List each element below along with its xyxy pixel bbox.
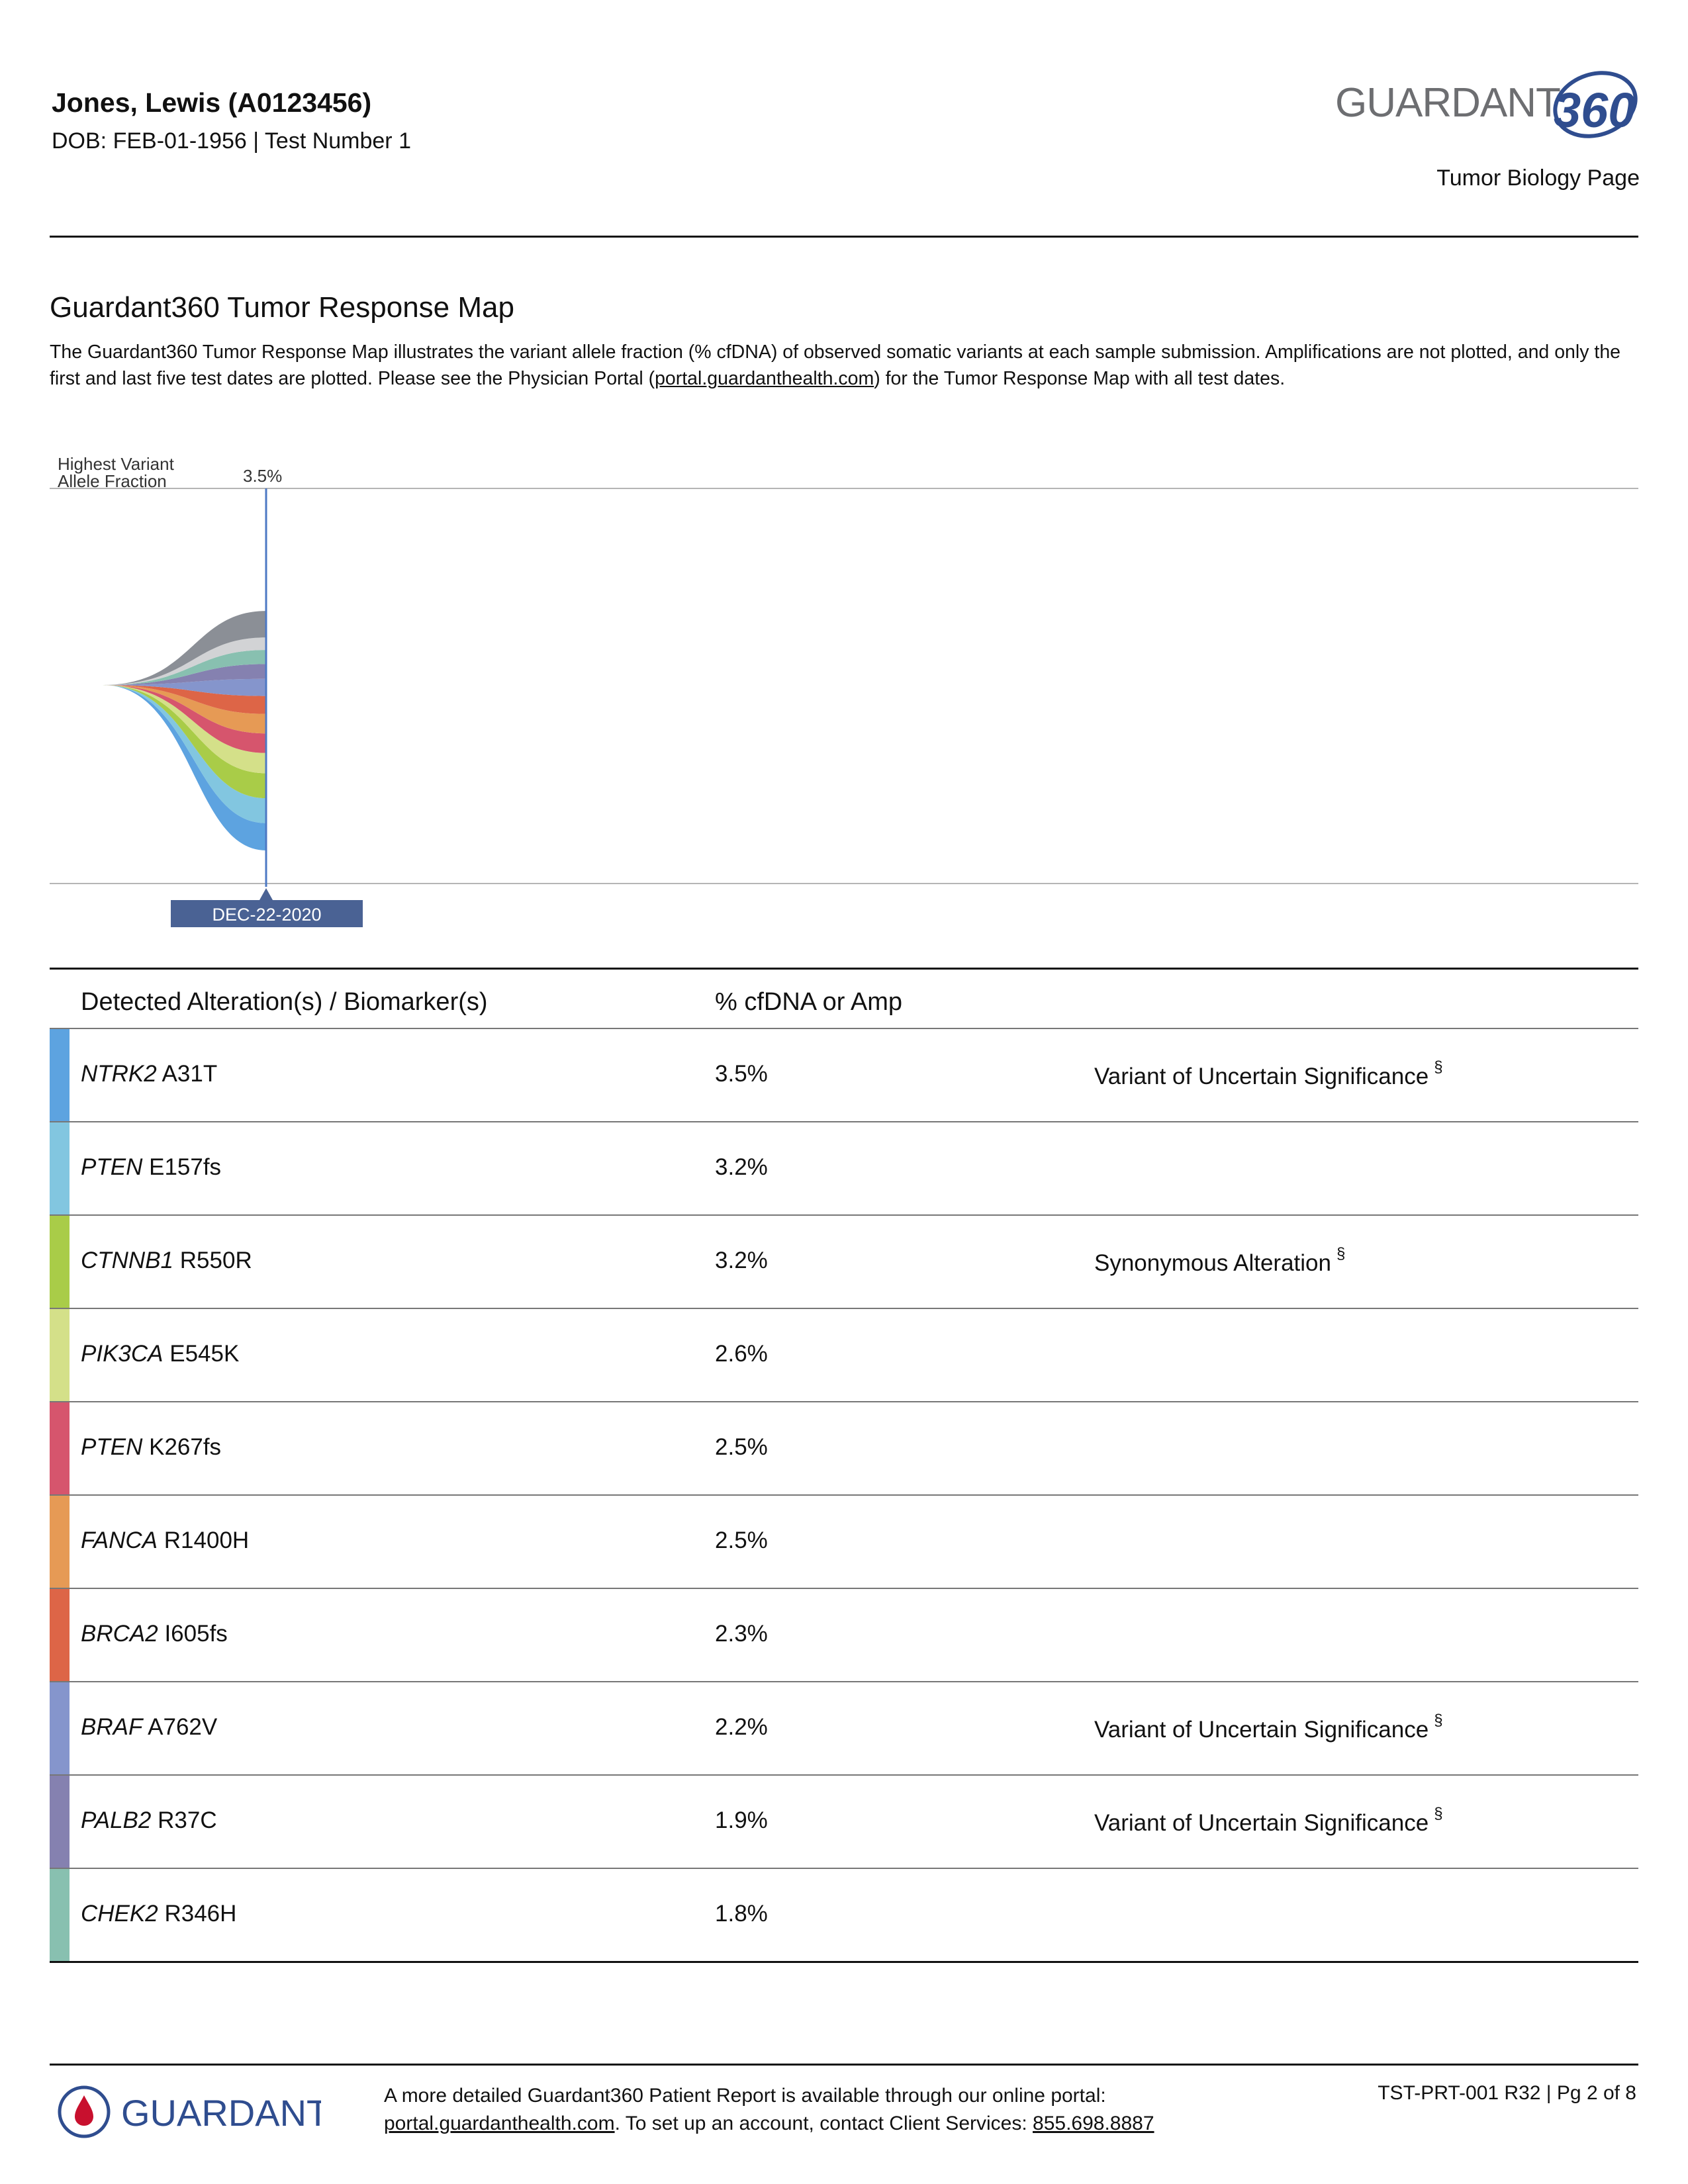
page-label: Tumor Biology Page [1436,165,1640,191]
variant-name: R550R [179,1248,252,1273]
row-color-swatch [50,1682,70,1774]
gene-name: BRAF [81,1714,143,1740]
cfdna-value: 2.3% [715,1621,768,1647]
document-id: TST-PRT-001 R32 | Pg 2 of 8 [1378,2082,1636,2104]
footer-line2: . To set up an account, contact Client Services: [614,2113,1033,2134]
row-color-swatch [50,1869,70,1961]
alteration-cell [81,1714,217,1741]
row-color-swatch [50,1309,70,1401]
alterations-table [50,968,1638,1963]
section-mark: § [1434,1058,1443,1076]
section-mark: § [1336,1245,1346,1263]
alteration-cell [81,1901,236,1927]
variant-name: I605fs [164,1621,228,1647]
footer-divider [50,2064,1638,2066]
alteration-cell [81,1434,221,1461]
table-row [50,1309,1638,1402]
variant-name: R1400H [164,1527,250,1553]
guardant360-logo [1334,66,1645,146]
alteration-cell [81,1621,228,1647]
logo-text: GUARDANT [1335,80,1560,126]
alteration-cell [81,1061,217,1087]
cfdna-value: 3.2% [715,1248,768,1273]
alteration-cell [81,1807,217,1834]
guardant-footer-logo [56,2083,321,2143]
cfdna-value: 2.2% [715,1714,768,1740]
logo-number: 360 [1554,83,1636,138]
patient-name: Jones, Lewis (A0123456) [52,87,372,118]
row-color-swatch [50,1029,70,1121]
description-text-start: The Guardant360 Tumor Response Map illustrates the variant allele fraction (% cfDNA) of observed somatic variants at each sample submission. Amplifications are not plotted, and only the first and last five test dates are plotted. Please see the Physician Portal ( [50,341,1621,389]
description-text-end: ) for the Tumor Response Map with all test dates. [874,368,1286,389]
cfdna-value: 2.5% [715,1527,768,1553]
table-row [50,1496,1638,1589]
row-color-swatch [50,1496,70,1588]
header-divider [50,236,1638,238]
row-color-swatch [50,1216,70,1308]
significance-note [1094,1711,1443,1743]
gene-name: PALB2 [81,1807,152,1833]
table-row [50,1682,1638,1776]
alteration-cell [81,1154,221,1181]
row-color-swatch [50,1402,70,1494]
cfdna-value: 1.9% [715,1807,768,1833]
gene-name: NTRK2 [81,1061,157,1087]
table-header [50,968,1638,1029]
blood-drop-icon [75,2095,93,2126]
significance-note [1094,1805,1443,1837]
section-mark: § [1434,1711,1443,1729]
y-axis-label-line2: Allele Fraction [58,471,167,491]
alteration-cell [81,1341,239,1367]
gene-name: BRCA2 [81,1621,158,1647]
header-alteration: Detected Alteration(s) / Biomarker(s) [81,988,488,1016]
y-max-label: 3.5% [243,466,283,486]
variant-name: R346H [164,1901,237,1927]
table-row [50,1216,1638,1309]
footer-line1: A more detailed Guardant360 Patient Report is available through our online portal: [384,2085,1106,2107]
gene-name: CHEK2 [81,1901,158,1927]
table-row [50,1776,1638,1869]
tumor-response-map-chart [50,450,1638,933]
variant-name: E157fs [149,1154,222,1180]
table-row [50,1402,1638,1496]
stream-layers [103,611,266,850]
section-description [50,339,1638,392]
table-row [50,1869,1638,1963]
alteration-cell [81,1527,249,1554]
header-cfdna: % cfDNA or Amp [715,988,902,1016]
sample-date: DEC-22-2020 [212,905,322,925]
portal-link[interactable]: portal.guardanthealth.com [655,368,874,389]
note-text: Synonymous Alteration [1094,1250,1331,1276]
row-color-swatch [50,1122,70,1214]
gene-name: FANCA [81,1527,158,1553]
cfdna-value: 3.5% [715,1061,768,1087]
date-pointer-icon [259,888,273,900]
cfdna-value: 2.6% [715,1341,768,1367]
variant-name: A762V [148,1714,218,1740]
note-text: Variant of Uncertain Significance [1094,1064,1429,1089]
row-color-swatch [50,1589,70,1681]
footer-portal-link[interactable]: portal.guardanthealth.com [384,2113,615,2134]
dob-test-number: DOB: FEB-01-1956 | Test Number 1 [52,128,411,154]
y-axis-label-line1: Highest Variant [58,454,174,474]
cfdna-value: 3.2% [715,1154,768,1180]
gene-name: PIK3CA [81,1341,164,1367]
variant-name: R37C [158,1807,217,1833]
significance-note [1094,1058,1443,1090]
table-row [50,1589,1638,1682]
row-color-swatch [50,1776,70,1868]
client-services-phone[interactable]: 855.698.8887 [1033,2113,1154,2134]
section-mark: § [1434,1805,1443,1823]
note-text: Variant of Uncertain Significance [1094,1717,1429,1743]
cfdna-value: 2.5% [715,1434,768,1460]
gene-name: PTEN [81,1434,143,1460]
table-row [50,1122,1638,1216]
cfdna-value: 1.8% [715,1901,768,1927]
significance-note [1094,1245,1346,1277]
table-row [50,1029,1638,1122]
variant-name: A31T [162,1061,218,1087]
note-text: Variant of Uncertain Significance [1094,1810,1429,1836]
alteration-cell [81,1248,252,1274]
footer-logo-text: GUARDANT [121,2092,321,2134]
variant-name: K267fs [149,1434,222,1460]
footer-portal-note [384,2082,1311,2138]
section-title: Guardant360 Tumor Response Map [50,291,514,324]
gene-name: PTEN [81,1154,143,1180]
variant-name: E545K [169,1341,240,1367]
gene-name: CTNNB1 [81,1248,174,1273]
